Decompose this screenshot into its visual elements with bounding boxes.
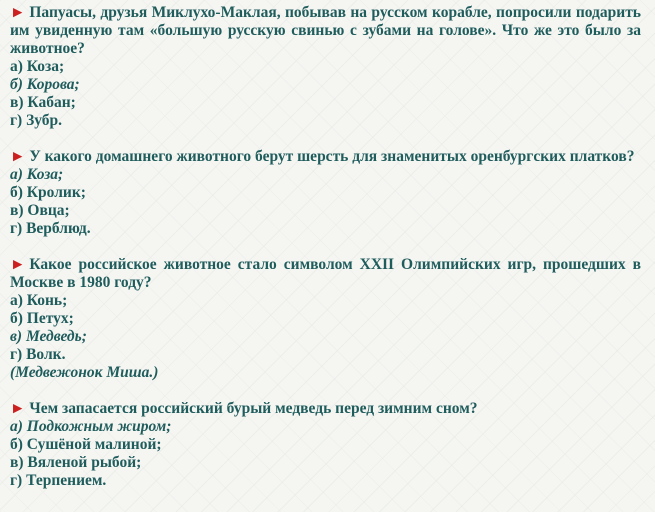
- question-1-option-a: а) Коза;: [10, 58, 65, 75]
- question-2-option-d: г) Верблюд.: [10, 220, 91, 237]
- question-1-option-b-answer: б) Корова;: [10, 76, 80, 93]
- question-3-option-b: б) Петух;: [10, 310, 74, 327]
- question-1: [10, 4, 641, 130]
- question-2-option-c: в) Овца;: [10, 202, 70, 219]
- question-1-option-c: в) Кабан;: [10, 94, 76, 111]
- triangle-bullet-icon: ►: [10, 256, 26, 273]
- question-3-label: Какое российское животное стало символом XXII Олимпийских игр, прошедших в Москве в 1980 году?: [10, 256, 641, 291]
- question-1-text: [10, 4, 641, 58]
- question-1-option-d: г) Зубр.: [10, 112, 63, 129]
- question-4: [10, 400, 641, 490]
- question-2: [10, 148, 641, 238]
- question-4-option-d: г) Терпением.: [10, 472, 107, 489]
- question-3-option-c-answer: в) Медведь;: [10, 328, 87, 345]
- triangle-bullet-icon: ►: [10, 4, 26, 21]
- triangle-bullet-icon: ►: [10, 148, 26, 165]
- question-4-option-b: б) Сушёной малиной;: [10, 436, 162, 453]
- question-1-label: Папуасы, друзья Миклухо-Маклая, побывав на русском корабле, попросили подарить им увиденную там «большую русскую свинью с зубами на голове». Что же это было за животное?: [10, 4, 641, 57]
- question-4-label: Чем запасается российский бурый медведь перед зимним сном?: [29, 400, 478, 417]
- question-2-text: [10, 148, 641, 166]
- question-3-option-d: г) Волк.: [10, 346, 66, 363]
- question-4-option-c: в) Вяленой рыбой;: [10, 454, 142, 471]
- question-3: [10, 256, 641, 382]
- question-4-option-a-answer: а) Подкожным жиром;: [10, 418, 172, 435]
- question-2-option-b: б) Кролик;: [10, 184, 86, 201]
- question-4-text: [10, 400, 641, 418]
- question-2-label: У какого домашнего животного берут шерсть для знаменитых оренбургских платков?: [29, 148, 635, 165]
- question-3-note: (Медвежонок Миша.): [10, 364, 159, 381]
- triangle-bullet-icon: ►: [10, 400, 26, 417]
- question-2-option-a-answer: а) Коза;: [10, 166, 64, 183]
- question-3-text: [10, 256, 641, 292]
- question-3-option-a: а) Конь;: [10, 292, 68, 309]
